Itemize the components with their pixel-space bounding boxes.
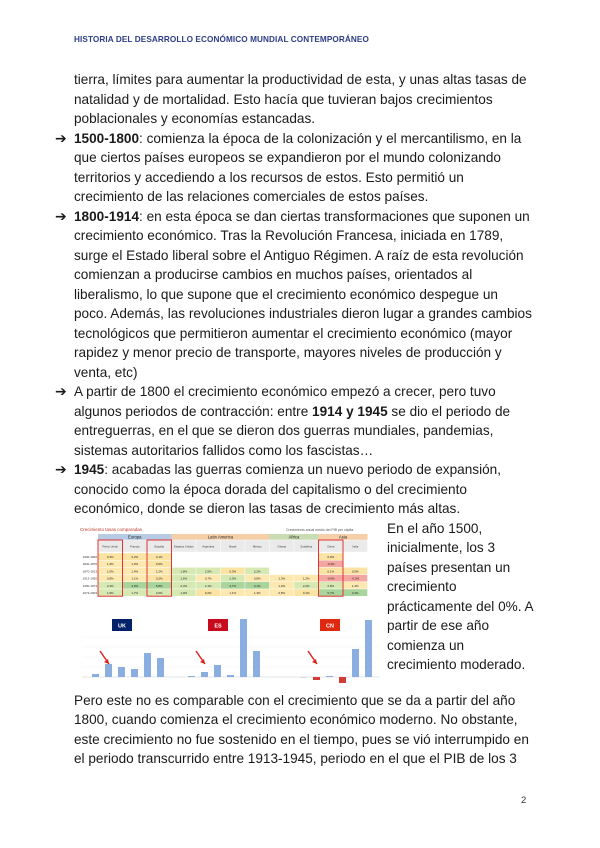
table-cell-value: 1,3% — [106, 561, 114, 566]
flag-label: CN — [326, 623, 334, 629]
outro-paragraph: Pero este no es comparable con el crecimiento que se da a partir del año 1800, cuando comienza el crecimiento económico moderno. No obstante, este crecimiento no fue sostenido en el tiempo, pues se vió interrumpido en el periodo transcurrido entre 1913-1945, periodo en el que el PIB de los 3 — [74, 692, 529, 766]
table-cell-value: 0,1% — [155, 554, 163, 559]
growth-table-figure — [78, 525, 384, 689]
table-cell-value: 0,3% — [229, 568, 237, 573]
table-cell-value: 0,5% — [351, 568, 359, 573]
chart-bar — [313, 677, 320, 680]
chart-bar — [157, 658, 164, 677]
table-cell-value: 0,8% — [253, 576, 261, 581]
table-cell-value: 1,0% — [278, 583, 286, 588]
bullet-text: : en esta época se dan ciertas transformaciones que suponen un crecimiento económico. Tras la Revolución Francesa, iniciada en 1789, surge el Estado liberal sobre el Antiguo Régimen. A raíz de esta revolución comienzan a producirse cambios en muchos países, orientados al liberalismo, lo que supone que el crecimiento económico despegue un poco. Además, las revoluciones industriales dieron lugar a grandes cambios tecnológicos que permitieron aumentar el crecimiento económico (mayor rapidez y menor precio de transporte, mayores niveles de producción y venta, etc) — [74, 208, 532, 380]
bullet-text: se dio el periodo de entreguerras, en el que se dieron dos guerras mundiales, pandemias, sistemas autoritarios fallidos como los fascistas… — [74, 403, 511, 458]
table-cell-value: 0,7% — [204, 576, 212, 581]
bullet-1945 — [55, 460, 534, 519]
flag-label: UK — [118, 623, 126, 629]
table-cell — [221, 560, 246, 567]
table-cell-value: 1,1% — [229, 590, 237, 595]
table-column-label: Brasil — [229, 544, 237, 548]
table-cell-value: 1,3% — [253, 590, 261, 595]
table-cell — [196, 553, 221, 560]
table-cell — [343, 560, 368, 567]
table-cell-value: 0,2% — [204, 590, 212, 595]
table-cell — [221, 553, 246, 560]
table-cell-value: 2,6% — [155, 590, 163, 595]
bullet-heading: 1914 y 1945 — [312, 403, 388, 419]
chart-bar — [339, 677, 346, 683]
table-cell — [270, 560, 295, 567]
table-cell — [343, 553, 368, 560]
table-cell-value: 0,8% — [278, 590, 286, 595]
bullet-heading: 1945 — [74, 462, 105, 477]
arrow-bullet-icon: ➔ — [55, 207, 67, 224]
table-cell — [294, 560, 319, 567]
table-cell-value: 2,4% — [106, 583, 114, 588]
table-cell-value: 0,3% — [106, 554, 114, 559]
bullet-1800-1914 — [55, 207, 534, 383]
chart-bar — [326, 676, 333, 677]
table-cell-value: 1,1% — [131, 576, 139, 581]
chart-bar — [131, 669, 138, 677]
chart-bar — [214, 665, 221, 677]
table-cell-value: 0,1% — [302, 590, 310, 595]
table-group-label: Africa — [288, 534, 300, 539]
table-cell-value: 1,7% — [131, 590, 139, 595]
document-body — [55, 70, 534, 769]
chart-bar — [188, 676, 195, 677]
table-cell-value: 2,2% — [253, 568, 261, 573]
table-column-label: Ghana — [277, 544, 286, 548]
table-column-label: Francia — [130, 544, 140, 548]
table-row-label: 1950-1973 — [82, 583, 97, 588]
figure-row — [74, 521, 534, 691]
bullet-1500-1800 — [55, 129, 534, 207]
table-cell-value: 2,5% — [204, 568, 212, 573]
table-column-label: India — [352, 544, 359, 548]
table-cell-value: 1,0% — [131, 561, 139, 566]
table-cell-value: 0,0% — [327, 554, 335, 559]
table-cell-value: -0,6% — [326, 576, 335, 581]
table-column-label: Sudáfrica — [300, 544, 313, 548]
table-cell-value: 1,4% — [351, 583, 359, 588]
table-cell-value: 2,4% — [180, 583, 188, 588]
table-cell-value: 1,2% — [155, 568, 163, 573]
page-number: 2 — [521, 795, 527, 806]
table-row-label: 1500-1820 — [82, 554, 97, 559]
table-note: Crecimiento anual medio del PIB per cápita — [286, 527, 354, 532]
table-cell — [196, 560, 221, 567]
table-row-label: 1870-1913 — [82, 568, 97, 573]
table-cell-value: -0,3% — [326, 561, 335, 566]
table-row-label: 1973-2003 — [82, 590, 97, 595]
chart-bar — [118, 667, 125, 677]
table-cell — [294, 567, 319, 574]
table-cell-value: 1,8% — [180, 568, 188, 573]
bullet-heading: 1500-1800 — [74, 130, 140, 146]
table-cell-value: 3,1% — [253, 583, 261, 588]
flag-label: ES — [214, 623, 222, 629]
table-cell — [172, 553, 197, 560]
table-cell-value: 1,9% — [180, 590, 188, 595]
table-cell — [245, 560, 270, 567]
table-cell-value: 0,2% — [131, 554, 139, 559]
table-column-label: China — [327, 544, 335, 548]
table-cell-value: 1,9% — [106, 590, 114, 595]
bullet-1800-growth — [55, 382, 534, 460]
bullet-text: : comienza la época de la colonización y el mercantilismo, en la que ciertos países europeos se expandieron por el mundo colonizando territorios y accediendo a los recursos de estos. Esto permitió un crecimiento de las relaciones comerciales de estos países. — [74, 130, 522, 204]
table-cell-value: 5,7% — [327, 590, 335, 595]
table-cell-value: 2,1% — [204, 583, 212, 588]
table-column-label: Argentina — [202, 544, 215, 548]
arrow-bullet-icon: ➔ — [55, 129, 67, 146]
table-cell-value: 2,8% — [327, 583, 335, 588]
table-title: Crecimiento tasas comparadas — [80, 526, 143, 532]
table-cell-value: 0,8% — [106, 576, 114, 581]
table-row-label: 1820-1870 — [82, 561, 97, 566]
running-header: HISTORIA DEL DESARROLLO ECONÓMICO MUNDIAL CONTEMPORÁNEO — [74, 35, 369, 44]
table-cell-value: 3,7% — [229, 583, 237, 588]
table-cell-value: 4,0% — [131, 583, 139, 588]
table-cell-value: 5,8% — [155, 583, 163, 588]
table-cell — [270, 567, 295, 574]
table-cell-value: 1,3% — [278, 576, 286, 581]
table-cell-value: 2,0% — [229, 576, 237, 581]
table-cell-value: 0,1% — [327, 568, 335, 573]
table-cell-value: 1,6% — [180, 576, 188, 581]
table-group-label: Latin America — [207, 534, 234, 539]
table-cell-value: 1,4% — [131, 568, 139, 573]
table-cell — [270, 553, 295, 560]
chart-bar — [105, 664, 112, 677]
figure-caption: En el año 1500, inicialmente, los 3 países presentan un crecimiento prácticamente del 0%. A partir de ese año comienza un crecimiento moderado. — [387, 520, 533, 672]
table-row-label: 1913-1950 — [82, 576, 97, 581]
table-cell-value: 1,2% — [302, 576, 310, 581]
bullet-heading: 1800-1914 — [74, 208, 140, 224]
table-column-label: México — [252, 544, 262, 548]
chart-bar — [253, 651, 260, 677]
table-cell-value: -0,2% — [351, 576, 360, 581]
bullet-text: : acabadas las guerras comienza un nuevo periodo de expansión, conocido como la época dorada del capitalismo o del crecimiento económico, donde se dieron las tasas de crecimiento más altas. — [74, 462, 501, 516]
table-group-label: Europa — [127, 534, 142, 539]
chart-bar — [92, 674, 99, 677]
table-cell — [172, 560, 197, 567]
chart-bar — [201, 672, 208, 677]
table-cell-value: 0,5% — [155, 561, 163, 566]
arrow-bullet-icon: ➔ — [55, 461, 67, 477]
chart-bar — [227, 675, 234, 677]
table-column-label: Estados Unidos — [173, 544, 194, 548]
bullet-text: A partir de 1800 el crecimiento económico empezó a crecer, pero tuvo algunos periodos de contracción: entre — [74, 384, 496, 419]
table-group-label: Asia — [338, 534, 348, 539]
chart-bar — [144, 653, 151, 677]
table-cell — [245, 553, 270, 560]
arrow-bullet-icon: ➔ — [55, 383, 67, 399]
chart-bar — [240, 619, 247, 677]
intro-paragraph: tierra, límites para aumentar la productividad de esta, y unas altas tasas de natalidad y de mortalidad. Esto hacía que tuvieran bajos crecimientos poblacionales y economías estancadas. — [74, 72, 527, 126]
table-column-label: España — [154, 544, 164, 548]
chart-bar — [365, 620, 372, 677]
table-cell-value: 1,0% — [106, 568, 114, 573]
table-column-label: Reino Unido — [102, 544, 118, 548]
table-cell-value: 0,2% — [155, 576, 163, 581]
table-cell-value: 3,4% — [351, 590, 359, 595]
table-cell-value: 2,2% — [302, 583, 310, 588]
chart-bar — [352, 649, 359, 677]
table-cell — [294, 553, 319, 560]
